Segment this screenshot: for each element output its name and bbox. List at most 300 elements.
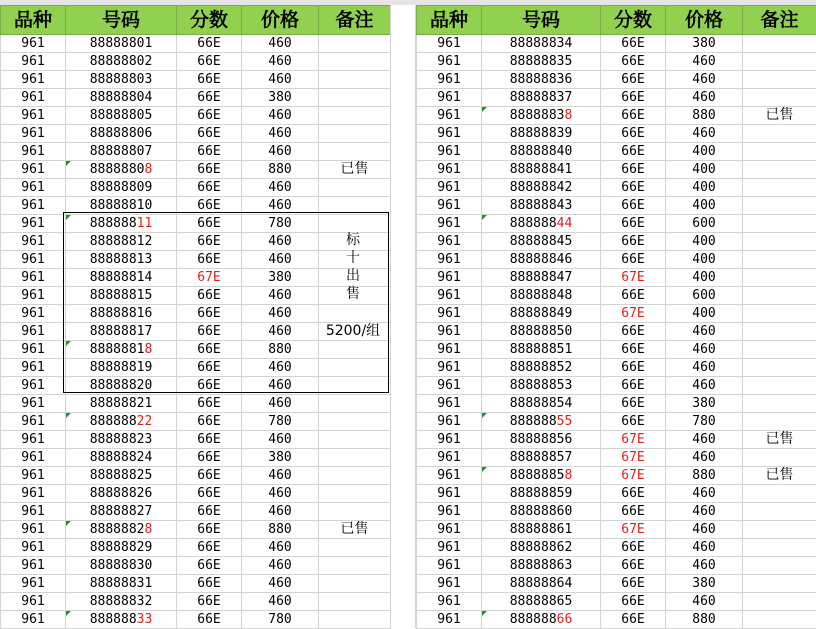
note-cell[interactable]	[743, 89, 816, 107]
note-cell[interactable]	[319, 359, 391, 377]
kind-cell[interactable]	[417, 359, 482, 377]
kind-cell[interactable]	[1, 485, 66, 503]
number-cell[interactable]	[66, 485, 177, 503]
price-cell[interactable]	[242, 431, 319, 449]
note-cell[interactable]	[319, 197, 391, 215]
score-cell[interactable]	[601, 503, 666, 521]
price-cell[interactable]	[666, 89, 743, 107]
price-cell[interactable]	[666, 125, 743, 143]
kind-cell[interactable]	[1, 593, 66, 611]
number-cell[interactable]	[482, 521, 601, 539]
score-cell[interactable]	[601, 539, 666, 557]
kind-cell[interactable]	[417, 89, 482, 107]
note-cell[interactable]	[319, 305, 391, 323]
kind-cell[interactable]	[1, 323, 66, 341]
number-cell[interactable]	[66, 377, 177, 395]
score-cell[interactable]	[601, 485, 666, 503]
number-cell[interactable]	[482, 197, 601, 215]
note-cell[interactable]	[319, 161, 391, 179]
price-cell[interactable]	[242, 449, 319, 467]
kind-cell[interactable]	[417, 197, 482, 215]
note-cell[interactable]	[743, 269, 816, 287]
number-cell[interactable]	[66, 539, 177, 557]
kind-cell[interactable]	[417, 503, 482, 521]
kind-cell[interactable]	[1, 35, 66, 53]
score-cell[interactable]	[601, 593, 666, 611]
score-cell[interactable]	[601, 413, 666, 431]
score-cell[interactable]	[601, 53, 666, 71]
score-cell[interactable]	[177, 323, 242, 341]
number-cell[interactable]	[482, 377, 601, 395]
number-cell[interactable]	[66, 71, 177, 89]
score-cell[interactable]	[177, 161, 242, 179]
number-cell[interactable]	[482, 593, 601, 611]
price-cell[interactable]	[666, 557, 743, 575]
number-cell[interactable]	[66, 251, 177, 269]
kind-cell[interactable]	[417, 521, 482, 539]
kind-cell[interactable]	[417, 143, 482, 161]
score-cell[interactable]	[601, 71, 666, 89]
kind-cell[interactable]	[417, 233, 482, 251]
kind-cell[interactable]	[1, 197, 66, 215]
kind-cell[interactable]	[417, 449, 482, 467]
kind-cell[interactable]	[1, 611, 66, 629]
price-cell[interactable]	[666, 377, 743, 395]
price-cell[interactable]	[666, 107, 743, 125]
score-cell[interactable]	[177, 503, 242, 521]
note-cell[interactable]	[319, 179, 391, 197]
score-cell[interactable]	[177, 287, 242, 305]
score-cell[interactable]	[601, 179, 666, 197]
number-cell[interactable]	[66, 287, 177, 305]
number-cell[interactable]	[482, 53, 601, 71]
number-cell[interactable]	[482, 305, 601, 323]
note-cell[interactable]	[319, 431, 391, 449]
number-cell[interactable]	[482, 269, 601, 287]
price-cell[interactable]	[242, 125, 319, 143]
number-cell[interactable]	[482, 575, 601, 593]
score-cell[interactable]	[601, 323, 666, 341]
price-cell[interactable]	[242, 323, 319, 341]
price-cell[interactable]	[242, 377, 319, 395]
score-cell[interactable]	[601, 611, 666, 629]
note-cell[interactable]	[319, 611, 391, 629]
note-cell[interactable]	[743, 395, 816, 413]
score-cell[interactable]	[177, 431, 242, 449]
score-cell[interactable]	[601, 107, 666, 125]
gap-column[interactable]	[390, 5, 416, 628]
kind-cell[interactable]	[1, 161, 66, 179]
kind-cell[interactable]	[417, 575, 482, 593]
kind-cell[interactable]	[1, 503, 66, 521]
price-cell[interactable]	[242, 89, 319, 107]
score-cell[interactable]	[177, 233, 242, 251]
note-cell[interactable]	[743, 467, 816, 485]
kind-cell[interactable]	[417, 215, 482, 233]
header-note[interactable]: 备注	[743, 6, 816, 35]
price-cell[interactable]	[242, 395, 319, 413]
note-cell[interactable]	[319, 449, 391, 467]
score-cell[interactable]	[601, 359, 666, 377]
number-cell[interactable]	[66, 503, 177, 521]
price-cell[interactable]	[666, 467, 743, 485]
note-cell[interactable]	[743, 359, 816, 377]
kind-cell[interactable]	[417, 611, 482, 629]
price-cell[interactable]	[666, 197, 743, 215]
kind-cell[interactable]	[417, 395, 482, 413]
number-cell[interactable]	[482, 611, 601, 629]
score-cell[interactable]	[601, 269, 666, 287]
header-score[interactable]: 分数	[601, 6, 666, 35]
note-cell[interactable]	[319, 485, 391, 503]
kind-cell[interactable]	[417, 539, 482, 557]
kind-cell[interactable]	[1, 557, 66, 575]
kind-cell[interactable]	[1, 251, 66, 269]
note-cell[interactable]	[319, 521, 391, 539]
score-cell[interactable]	[601, 35, 666, 53]
kind-cell[interactable]	[1, 413, 66, 431]
score-cell[interactable]	[601, 575, 666, 593]
number-cell[interactable]	[482, 287, 601, 305]
number-cell[interactable]	[66, 125, 177, 143]
note-cell[interactable]	[319, 143, 391, 161]
note-cell[interactable]	[319, 503, 391, 521]
kind-cell[interactable]	[1, 179, 66, 197]
note-cell[interactable]	[743, 449, 816, 467]
number-cell[interactable]	[482, 557, 601, 575]
note-cell[interactable]	[319, 107, 391, 125]
note-cell[interactable]	[743, 503, 816, 521]
score-cell[interactable]	[177, 143, 242, 161]
number-cell[interactable]	[66, 521, 177, 539]
number-cell[interactable]	[482, 485, 601, 503]
note-cell[interactable]	[743, 575, 816, 593]
score-cell[interactable]	[177, 485, 242, 503]
score-cell[interactable]	[177, 359, 242, 377]
kind-cell[interactable]	[1, 233, 66, 251]
price-cell[interactable]	[242, 503, 319, 521]
score-cell[interactable]	[601, 557, 666, 575]
kind-cell[interactable]	[1, 215, 66, 233]
price-cell[interactable]	[242, 215, 319, 233]
number-cell[interactable]	[482, 143, 601, 161]
number-cell[interactable]	[482, 431, 601, 449]
score-cell[interactable]	[177, 215, 242, 233]
number-cell[interactable]	[482, 215, 601, 233]
header-number[interactable]: 号码	[482, 6, 601, 35]
note-cell[interactable]	[743, 557, 816, 575]
score-cell[interactable]	[177, 575, 242, 593]
header-kind[interactable]: 品种	[417, 6, 482, 35]
note-cell[interactable]	[319, 557, 391, 575]
number-cell[interactable]	[482, 413, 601, 431]
number-cell[interactable]	[482, 503, 601, 521]
score-cell[interactable]	[601, 377, 666, 395]
number-cell[interactable]	[66, 431, 177, 449]
number-cell[interactable]	[482, 233, 601, 251]
score-cell[interactable]	[177, 179, 242, 197]
score-cell[interactable]	[601, 449, 666, 467]
note-cell[interactable]	[319, 341, 391, 359]
kind-cell[interactable]	[417, 323, 482, 341]
kind-cell[interactable]	[1, 539, 66, 557]
price-cell[interactable]	[666, 53, 743, 71]
price-cell[interactable]	[242, 485, 319, 503]
score-cell[interactable]	[601, 341, 666, 359]
note-cell[interactable]	[743, 179, 816, 197]
number-cell[interactable]	[482, 35, 601, 53]
score-cell[interactable]	[177, 197, 242, 215]
note-cell[interactable]	[743, 71, 816, 89]
price-cell[interactable]	[666, 359, 743, 377]
price-cell[interactable]	[666, 413, 743, 431]
price-cell[interactable]	[242, 197, 319, 215]
score-cell[interactable]	[601, 251, 666, 269]
score-cell[interactable]	[601, 215, 666, 233]
price-cell[interactable]	[666, 287, 743, 305]
price-cell[interactable]	[242, 107, 319, 125]
kind-cell[interactable]	[417, 35, 482, 53]
score-cell[interactable]	[177, 539, 242, 557]
price-cell[interactable]	[242, 593, 319, 611]
price-cell[interactable]	[666, 341, 743, 359]
number-cell[interactable]	[66, 611, 177, 629]
number-cell[interactable]	[482, 161, 601, 179]
header-price[interactable]: 价格	[242, 6, 319, 35]
score-cell[interactable]	[177, 251, 242, 269]
score-cell[interactable]	[601, 395, 666, 413]
number-cell[interactable]	[66, 215, 177, 233]
number-cell[interactable]	[482, 323, 601, 341]
price-cell[interactable]	[666, 593, 743, 611]
score-cell[interactable]	[601, 521, 666, 539]
score-cell[interactable]	[177, 341, 242, 359]
score-cell[interactable]	[601, 287, 666, 305]
kind-cell[interactable]	[1, 107, 66, 125]
price-cell[interactable]	[666, 485, 743, 503]
kind-cell[interactable]	[417, 431, 482, 449]
number-cell[interactable]	[66, 143, 177, 161]
number-cell[interactable]	[482, 71, 601, 89]
kind-cell[interactable]	[1, 305, 66, 323]
kind-cell[interactable]	[1, 431, 66, 449]
number-cell[interactable]	[482, 341, 601, 359]
price-cell[interactable]	[666, 305, 743, 323]
kind-cell[interactable]	[417, 179, 482, 197]
score-cell[interactable]	[601, 233, 666, 251]
number-cell[interactable]	[482, 179, 601, 197]
note-cell[interactable]	[743, 305, 816, 323]
score-cell[interactable]	[177, 521, 242, 539]
score-cell[interactable]	[177, 449, 242, 467]
score-cell[interactable]	[177, 107, 242, 125]
score-cell[interactable]	[601, 161, 666, 179]
price-cell[interactable]	[666, 233, 743, 251]
number-cell[interactable]	[66, 197, 177, 215]
kind-cell[interactable]	[1, 125, 66, 143]
number-cell[interactable]	[66, 269, 177, 287]
kind-cell[interactable]	[1, 467, 66, 485]
score-cell[interactable]	[601, 305, 666, 323]
price-cell[interactable]	[242, 521, 319, 539]
kind-cell[interactable]	[1, 71, 66, 89]
price-cell[interactable]	[242, 611, 319, 629]
note-cell[interactable]	[743, 143, 816, 161]
score-cell[interactable]	[601, 431, 666, 449]
price-cell[interactable]	[666, 449, 743, 467]
price-cell[interactable]	[242, 53, 319, 71]
number-cell[interactable]	[482, 125, 601, 143]
note-cell[interactable]	[743, 197, 816, 215]
price-cell[interactable]	[242, 575, 319, 593]
score-cell[interactable]	[177, 269, 242, 287]
note-cell[interactable]	[743, 593, 816, 611]
number-cell[interactable]	[66, 89, 177, 107]
kind-cell[interactable]	[1, 143, 66, 161]
header-note[interactable]: 备注	[319, 6, 391, 35]
kind-cell[interactable]	[1, 341, 66, 359]
score-cell[interactable]	[177, 395, 242, 413]
note-cell[interactable]	[743, 377, 816, 395]
price-cell[interactable]	[242, 179, 319, 197]
number-cell[interactable]	[66, 107, 177, 125]
price-cell[interactable]	[666, 323, 743, 341]
kind-cell[interactable]	[417, 251, 482, 269]
number-cell[interactable]	[66, 179, 177, 197]
note-cell[interactable]	[319, 467, 391, 485]
note-cell[interactable]	[319, 89, 391, 107]
number-cell[interactable]	[66, 557, 177, 575]
score-cell[interactable]	[177, 467, 242, 485]
kind-cell[interactable]	[417, 305, 482, 323]
number-cell[interactable]	[482, 359, 601, 377]
kind-cell[interactable]	[1, 449, 66, 467]
kind-cell[interactable]	[417, 107, 482, 125]
score-cell[interactable]	[601, 125, 666, 143]
score-cell[interactable]	[177, 611, 242, 629]
note-cell[interactable]	[743, 35, 816, 53]
score-cell[interactable]	[177, 89, 242, 107]
price-cell[interactable]	[666, 575, 743, 593]
note-cell[interactable]	[743, 251, 816, 269]
kind-cell[interactable]	[417, 467, 482, 485]
price-cell[interactable]	[242, 269, 319, 287]
price-cell[interactable]	[242, 539, 319, 557]
score-cell[interactable]	[177, 593, 242, 611]
note-cell[interactable]	[319, 53, 391, 71]
number-cell[interactable]	[66, 323, 177, 341]
note-cell[interactable]	[319, 575, 391, 593]
score-cell[interactable]	[177, 557, 242, 575]
number-cell[interactable]	[482, 89, 601, 107]
note-cell[interactable]	[743, 341, 816, 359]
number-cell[interactable]	[66, 359, 177, 377]
number-cell[interactable]	[66, 593, 177, 611]
score-cell[interactable]	[601, 89, 666, 107]
kind-cell[interactable]	[1, 287, 66, 305]
header-number[interactable]: 号码	[66, 6, 177, 35]
note-cell[interactable]	[743, 287, 816, 305]
note-cell[interactable]	[743, 413, 816, 431]
note-cell[interactable]	[319, 539, 391, 557]
kind-cell[interactable]	[417, 161, 482, 179]
kind-cell[interactable]	[417, 593, 482, 611]
note-cell[interactable]	[319, 215, 391, 233]
price-cell[interactable]	[242, 359, 319, 377]
price-cell[interactable]	[242, 413, 319, 431]
score-cell[interactable]	[177, 377, 242, 395]
price-cell[interactable]	[666, 215, 743, 233]
note-cell[interactable]	[319, 593, 391, 611]
kind-cell[interactable]	[417, 269, 482, 287]
note-cell[interactable]	[743, 611, 816, 629]
score-cell[interactable]	[177, 35, 242, 53]
number-cell[interactable]	[66, 305, 177, 323]
number-cell[interactable]	[482, 539, 601, 557]
header-kind[interactable]: 品种	[1, 6, 66, 35]
note-cell[interactable]	[319, 413, 391, 431]
score-cell[interactable]	[177, 305, 242, 323]
price-cell[interactable]	[242, 35, 319, 53]
note-cell[interactable]	[743, 215, 816, 233]
score-cell[interactable]	[601, 197, 666, 215]
score-cell[interactable]	[177, 71, 242, 89]
kind-cell[interactable]	[417, 485, 482, 503]
number-cell[interactable]	[66, 341, 177, 359]
note-cell[interactable]	[319, 377, 391, 395]
number-cell[interactable]	[66, 233, 177, 251]
score-cell[interactable]	[601, 467, 666, 485]
note-cell[interactable]	[319, 35, 391, 53]
price-cell[interactable]	[666, 611, 743, 629]
kind-cell[interactable]	[1, 359, 66, 377]
number-cell[interactable]	[482, 449, 601, 467]
note-cell[interactable]	[743, 125, 816, 143]
note-cell[interactable]	[743, 53, 816, 71]
score-cell[interactable]	[177, 125, 242, 143]
price-cell[interactable]	[666, 521, 743, 539]
note-cell[interactable]	[743, 431, 816, 449]
number-cell[interactable]	[66, 467, 177, 485]
number-cell[interactable]	[66, 53, 177, 71]
kind-cell[interactable]	[1, 575, 66, 593]
note-cell[interactable]	[319, 71, 391, 89]
note-cell[interactable]	[743, 521, 816, 539]
number-cell[interactable]	[66, 449, 177, 467]
kind-cell[interactable]	[417, 287, 482, 305]
kind-cell[interactable]	[417, 71, 482, 89]
price-cell[interactable]	[242, 233, 319, 251]
note-cell[interactable]	[319, 395, 391, 413]
price-cell[interactable]	[666, 431, 743, 449]
number-cell[interactable]	[66, 161, 177, 179]
number-cell[interactable]	[66, 413, 177, 431]
price-cell[interactable]	[666, 269, 743, 287]
price-cell[interactable]	[242, 251, 319, 269]
price-cell[interactable]	[666, 35, 743, 53]
number-cell[interactable]	[66, 575, 177, 593]
number-cell[interactable]	[66, 395, 177, 413]
price-cell[interactable]	[666, 179, 743, 197]
kind-cell[interactable]	[417, 413, 482, 431]
price-cell[interactable]	[666, 251, 743, 269]
price-cell[interactable]	[242, 161, 319, 179]
price-cell[interactable]	[242, 557, 319, 575]
header-price[interactable]: 价格	[666, 6, 743, 35]
note-cell[interactable]	[743, 323, 816, 341]
price-cell[interactable]	[666, 395, 743, 413]
price-cell[interactable]	[666, 503, 743, 521]
